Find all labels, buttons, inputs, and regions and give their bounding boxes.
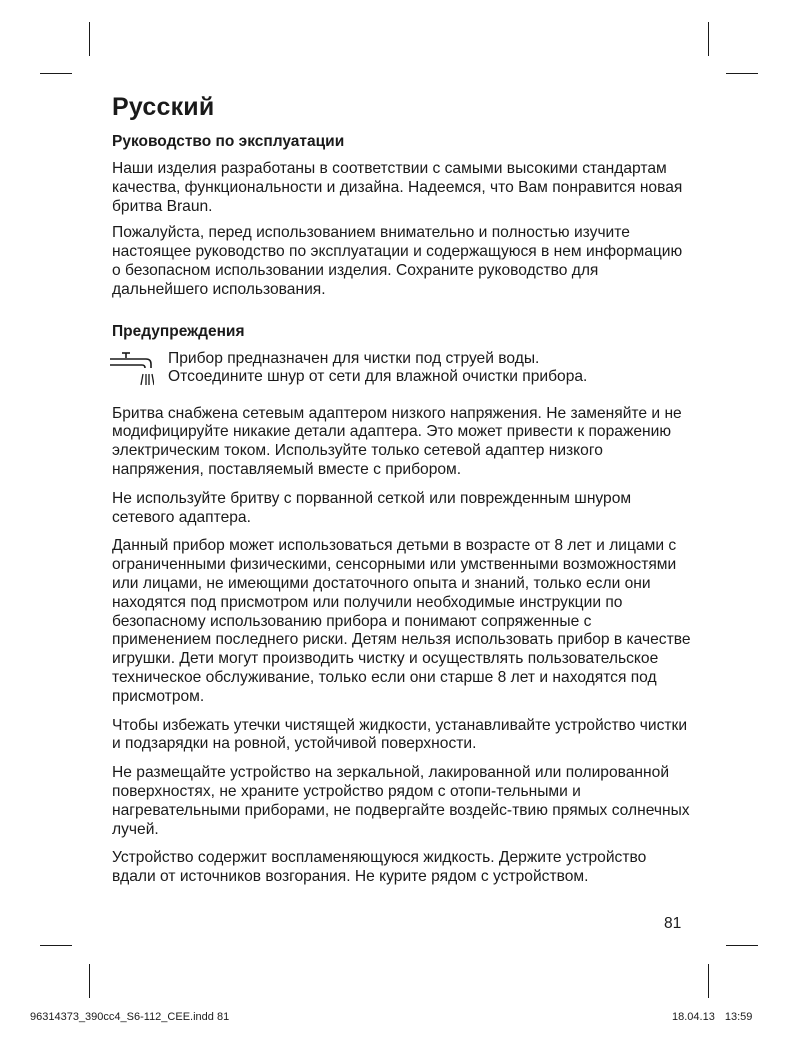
warning-paragraph-adapter: Бритва снабжена сетевым адаптером низкого напряжения. Не заменяйте и не модифицируйте никакие детали адаптера. Это может привести к поражению электрическим током. Используйте только сетевой адаптер низкого напряжения, поставляемый вместе с прибором.	[112, 404, 682, 478]
warning-paragraph-flammable: Устройство содержит воспламеняющуюся жидкость. Держите устройство вдали от источников возгорания. Не курите рядом с устройством.	[112, 849, 647, 886]
warning-paragraph-damaged-foil: Не используйте бритву с порванной сеткой или поврежденным шнуром сетевого адаптера.	[112, 489, 632, 526]
water-cleaning-warning	[112, 350, 692, 389]
crop-mark-top-left-horizontal	[40, 73, 72, 74]
warning-paragraph-children: Данный прибор может использоваться детьми в возрасте от 8 лет и лицами с ограниченными физическими, сенсорными или умственными возможностями или лицами, не имеющими достаточного опыта и знаний, только если они находятся под присмотром или получили необходимые инструкции по безопасному использованию прибора и понимают сопряженные с применением последнего риски. Детям нельзя использовать прибор в качестве игрушки. Дети могут производить чистку и осуществлять пользовательское техническое обслуживание, только если они старше 8 лет и находятся под присмотром.	[112, 537, 691, 705]
page-number: 81	[664, 915, 682, 932]
warning-paragraph-placement: Не размещайте устройство на зеркальной, лакированной или полированной поверхностях, не храните устройство рядом с отопи-тельными и нагревательными приборами, не подвергайте воздейс-твию прямых солнечных лучей.	[112, 764, 690, 838]
intro-paragraph-1: Наши изделия разработаны в соответствии с самыми высокими стандартам качества, функциональности и дизайна. Надеемся, что Вам понравится новая бритва Braun.	[112, 160, 683, 215]
section-heading-warnings: Предупреждения	[112, 322, 245, 340]
crop-mark-bottom-left-horizontal	[40, 945, 72, 946]
intro-paragraph-2: Пожалуйста, перед использованием внимательно и полностью изучите настоящее руководство по эксплуатации и содержащуюся в нем информацию о безопасном использовании изделия. Сохраните руководство для дальнейшего использования.	[112, 224, 683, 298]
footer-timestamp	[672, 1011, 752, 1024]
water-warning-line-2: Отсоедините шнур от сети для влажной очистки прибора.	[168, 368, 588, 386]
crop-mark-top-right-vertical	[708, 22, 709, 56]
crop-mark-top-right-horizontal	[726, 73, 758, 74]
crop-mark-top-left-vertical	[89, 22, 90, 56]
water-warning-line-1: Прибор предназначен для чистки под струей воды.	[168, 349, 540, 367]
crop-mark-bottom-right-horizontal	[726, 945, 758, 946]
page-content	[112, 92, 692, 897]
footer-file-info: 96314373_390cc4_S6-112_CEE.indd 81	[30, 1011, 230, 1023]
section-heading-manual: Руководство по эксплуатации	[112, 133, 345, 150]
water-warning-text	[168, 350, 587, 388]
footer-time: 13:59	[724, 1011, 753, 1023]
faucet-water-icon	[108, 351, 154, 389]
crop-mark-bottom-right-vertical	[708, 964, 709, 998]
footer-date: 18.04.13	[672, 1011, 715, 1023]
warning-paragraph-cleaning-fluid: Чтобы избежать утечки чистящей жидкости, устанавливайте устройство чистки и подзарядки на ровной, устойчивой поверхности.	[112, 716, 688, 753]
crop-mark-bottom-left-vertical	[89, 964, 90, 998]
page-title: Русский	[112, 93, 215, 121]
